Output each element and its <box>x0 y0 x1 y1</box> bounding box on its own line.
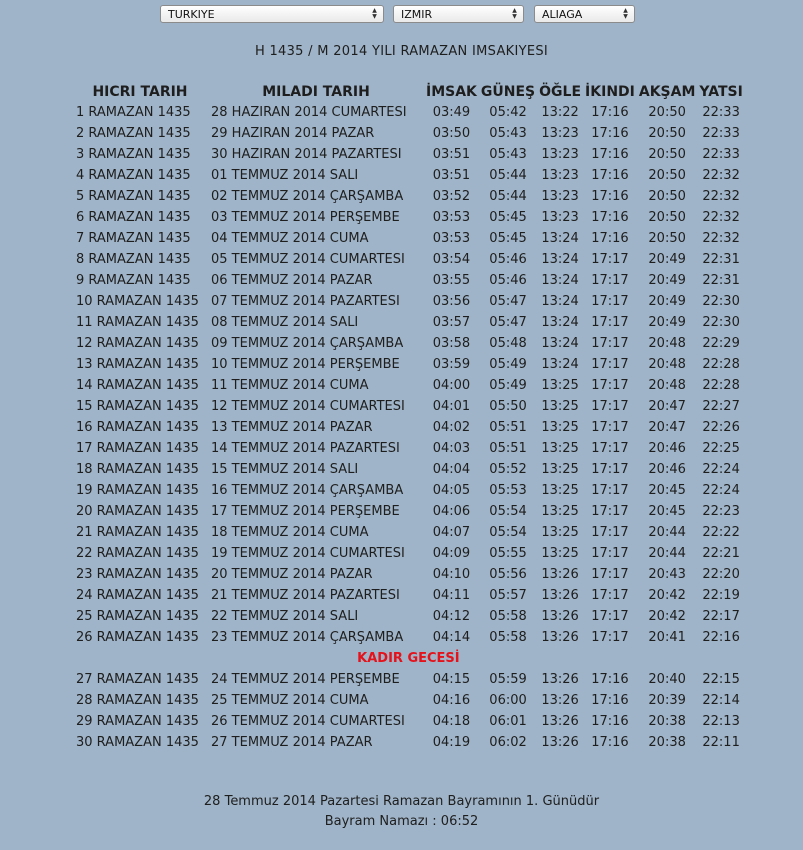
cell-gunes: 05:46 <box>489 273 527 288</box>
cell-gunes: 05:51 <box>489 420 527 435</box>
cell-gunes: 05:51 <box>489 441 527 456</box>
cell-yatsi: 22:11 <box>702 735 740 750</box>
cell-miladi: 17 TEMMUZ 2014 PERŞEMBE <box>211 504 400 519</box>
cell-imsak: 03:50 <box>432 126 471 141</box>
table-body <box>72 102 745 753</box>
cell-ikindi: 17:17 <box>591 630 629 645</box>
cell-ikindi: 17:16 <box>591 735 629 750</box>
cell-imsak: 03:57 <box>432 315 471 330</box>
cell-miladi: 28 HAZIRAN 2014 CUMARTESI <box>211 105 407 120</box>
cell-hicri: 21 RAMAZAN 1435 <box>76 525 199 540</box>
cell-aksam: 20:50 <box>648 126 686 141</box>
cell-ogle: 13:25 <box>541 441 579 456</box>
header-miladi: MILADI TARIH <box>262 83 370 100</box>
cell-ogle: 13:23 <box>541 189 579 204</box>
cell-ogle: 13:26 <box>541 693 579 708</box>
cell-imsak: 03:51 <box>432 147 471 162</box>
cell-miladi: 10 TEMMUZ 2014 PERŞEMBE <box>211 357 400 372</box>
cell-yatsi: 22:24 <box>702 462 740 477</box>
cell-ikindi: 17:17 <box>591 525 629 540</box>
cell-gunes: 06:00 <box>489 693 527 708</box>
cell-yatsi: 22:22 <box>702 525 740 540</box>
cell-aksam: 20:46 <box>648 462 686 477</box>
table-row <box>72 501 745 522</box>
table-row <box>72 585 745 606</box>
cell-aksam: 20:49 <box>648 294 686 309</box>
cell-hicri: 29 RAMAZAN 1435 <box>76 714 199 729</box>
cell-yatsi: 22:19 <box>702 588 740 603</box>
cell-ogle: 13:24 <box>541 273 579 288</box>
cell-aksam: 20:50 <box>648 189 686 204</box>
table-row <box>72 543 745 564</box>
table-row <box>72 207 745 228</box>
cell-ikindi: 17:16 <box>591 168 629 183</box>
cell-imsak: 03:58 <box>432 336 471 351</box>
cell-imsak: 03:55 <box>432 273 471 288</box>
cell-ikindi: 17:17 <box>591 399 629 414</box>
cell-ikindi: 17:17 <box>591 420 629 435</box>
cell-yatsi: 22:32 <box>702 189 740 204</box>
cell-ogle: 13:25 <box>541 420 579 435</box>
cell-imsak: 04:15 <box>432 672 471 687</box>
cell-ikindi: 17:17 <box>591 252 629 267</box>
cell-gunes: 05:52 <box>489 462 527 477</box>
cell-ogle: 13:25 <box>541 378 579 393</box>
cell-yatsi: 22:26 <box>702 420 740 435</box>
cell-yatsi: 22:30 <box>702 315 740 330</box>
cell-ogle: 13:25 <box>541 483 579 498</box>
cell-ikindi: 17:16 <box>591 672 629 687</box>
cell-aksam: 20:44 <box>648 525 686 540</box>
table-row <box>72 123 745 144</box>
cell-miladi: 15 TEMMUZ 2014 SALI <box>211 462 359 477</box>
cell-gunes: 05:54 <box>489 504 527 519</box>
cell-ogle: 13:24 <box>541 231 579 246</box>
cell-gunes: 05:45 <box>489 231 527 246</box>
cell-aksam: 20:50 <box>648 147 686 162</box>
kadir-gecesi-row <box>72 648 745 669</box>
table-row <box>72 102 745 123</box>
cell-ikindi: 17:17 <box>591 504 629 519</box>
cell-gunes: 05:49 <box>489 357 527 372</box>
cell-miladi: 26 TEMMUZ 2014 CUMARTESI <box>211 714 405 729</box>
cell-ikindi: 17:16 <box>591 210 629 225</box>
cell-yatsi: 22:28 <box>702 357 740 372</box>
cell-yatsi: 22:24 <box>702 483 740 498</box>
cell-aksam: 20:43 <box>648 567 686 582</box>
cell-ogle: 13:23 <box>541 126 579 141</box>
cell-hicri: 13 RAMAZAN 1435 <box>76 357 199 372</box>
cell-gunes: 06:01 <box>489 714 527 729</box>
cell-ikindi: 17:17 <box>591 294 629 309</box>
header-ogle: ÖĞLE <box>539 83 582 100</box>
cell-ikindi: 17:16 <box>591 105 629 120</box>
select-arrows-icon: ▲ ▼ <box>372 7 377 20</box>
cell-hicri: 1 RAMAZAN 1435 <box>76 105 191 120</box>
cell-miladi: 25 TEMMUZ 2014 CUMA <box>211 693 369 708</box>
location-selectors <box>0 5 803 25</box>
footer-note <box>0 792 803 832</box>
header-gunes: GÜNEŞ <box>480 83 536 100</box>
header-hicri: HICRI TARIH <box>92 83 188 100</box>
header-aksam: AKŞAM <box>638 83 696 100</box>
cell-hicri: 20 RAMAZAN 1435 <box>76 504 199 519</box>
cell-miladi: 18 TEMMUZ 2014 CUMA <box>211 525 369 540</box>
cell-hicri: 30 RAMAZAN 1435 <box>76 735 199 750</box>
cell-gunes: 05:43 <box>489 126 527 141</box>
cell-hicri: 10 RAMAZAN 1435 <box>76 294 199 309</box>
cell-aksam: 20:39 <box>648 693 686 708</box>
cell-gunes: 05:43 <box>489 147 527 162</box>
cell-hicri: 27 RAMAZAN 1435 <box>76 672 199 687</box>
cell-hicri: 18 RAMAZAN 1435 <box>76 462 199 477</box>
cell-ikindi: 17:17 <box>591 357 629 372</box>
cell-ogle: 13:23 <box>541 210 579 225</box>
cell-ikindi: 17:17 <box>591 588 629 603</box>
table-row <box>72 711 745 732</box>
cell-imsak: 03:59 <box>432 357 471 372</box>
cell-aksam: 20:50 <box>648 168 686 183</box>
cell-aksam: 20:50 <box>648 231 686 246</box>
cell-miladi: 13 TEMMUZ 2014 PAZAR <box>211 420 373 435</box>
cell-yatsi: 22:33 <box>702 147 740 162</box>
cell-aksam: 20:49 <box>648 252 686 267</box>
table-row <box>72 375 745 396</box>
cell-miladi: 02 TEMMUZ 2014 ÇARŞAMBA <box>211 189 404 204</box>
cell-aksam: 20:47 <box>648 399 686 414</box>
city-select[interactable] <box>393 5 524 23</box>
cell-miladi: 01 TEMMUZ 2014 SALI <box>211 168 359 183</box>
cell-imsak: 04:03 <box>432 441 471 456</box>
cell-yatsi: 22:31 <box>702 273 740 288</box>
cell-ogle: 13:26 <box>541 735 579 750</box>
cell-miladi: 30 HAZIRAN 2014 PAZARTESI <box>211 147 402 162</box>
cell-imsak: 03:54 <box>432 252 471 267</box>
cell-aksam: 20:40 <box>648 672 686 687</box>
cell-yatsi: 22:32 <box>702 231 740 246</box>
cell-yatsi: 22:29 <box>702 336 740 351</box>
cell-gunes: 05:50 <box>489 399 527 414</box>
cell-yatsi: 22:13 <box>702 714 740 729</box>
cell-imsak: 04:10 <box>432 567 471 582</box>
cell-yatsi: 22:20 <box>702 567 740 582</box>
cell-miladi: 24 TEMMUZ 2014 PERŞEMBE <box>211 672 400 687</box>
cell-ikindi: 17:16 <box>591 126 629 141</box>
cell-gunes: 05:44 <box>489 189 527 204</box>
cell-miladi: 21 TEMMUZ 2014 PAZARTESI <box>211 588 400 603</box>
table-row <box>72 438 745 459</box>
cell-ikindi: 17:17 <box>591 567 629 582</box>
cell-gunes: 05:45 <box>489 210 527 225</box>
bayram-date: 28 Temmuz 2014 Pazartesi Ramazan Bayramının 1. Günüdür <box>203 794 600 809</box>
select-arrows-icon: ▲ ▼ <box>623 7 628 20</box>
district-select[interactable] <box>534 5 635 23</box>
cell-hicri: 12 RAMAZAN 1435 <box>76 336 199 351</box>
cell-hicri: 5 RAMAZAN 1435 <box>76 189 191 204</box>
cell-ikindi: 17:17 <box>591 336 629 351</box>
cell-hicri: 6 RAMAZAN 1435 <box>76 210 191 225</box>
cell-gunes: 06:02 <box>489 735 527 750</box>
cell-hicri: 4 RAMAZAN 1435 <box>76 168 191 183</box>
cell-hicri: 3 RAMAZAN 1435 <box>76 147 191 162</box>
cell-miladi: 12 TEMMUZ 2014 CUMARTESI <box>211 399 405 414</box>
cell-ogle: 13:25 <box>541 462 579 477</box>
cell-hicri: 14 RAMAZAN 1435 <box>76 378 199 393</box>
table-row <box>72 669 745 690</box>
cell-aksam: 20:48 <box>648 336 686 351</box>
cell-imsak: 04:18 <box>432 714 471 729</box>
table-row <box>72 228 745 249</box>
cell-ogle: 13:26 <box>541 672 579 687</box>
cell-aksam: 20:48 <box>648 378 686 393</box>
cell-imsak: 04:06 <box>432 504 471 519</box>
cell-hicri: 24 RAMAZAN 1435 <box>76 588 199 603</box>
cell-aksam: 20:42 <box>648 609 686 624</box>
table-row <box>72 144 745 165</box>
cell-miladi: 27 TEMMUZ 2014 PAZAR <box>211 735 373 750</box>
table-row <box>72 417 745 438</box>
cell-ikindi: 17:16 <box>591 693 629 708</box>
cell-miladi: 22 TEMMUZ 2014 SALI <box>211 609 359 624</box>
cell-imsak: 04:11 <box>432 588 471 603</box>
cell-hicri: 16 RAMAZAN 1435 <box>76 420 199 435</box>
cell-hicri: 11 RAMAZAN 1435 <box>76 315 199 330</box>
cell-hicri: 26 RAMAZAN 1435 <box>76 630 199 645</box>
cell-miladi: 04 TEMMUZ 2014 CUMA <box>211 231 369 246</box>
cell-gunes: 05:55 <box>489 546 527 561</box>
cell-yatsi: 22:30 <box>702 294 740 309</box>
cell-gunes: 05:53 <box>489 483 527 498</box>
cell-ikindi: 17:16 <box>591 189 629 204</box>
cell-aksam: 20:50 <box>648 105 686 120</box>
cell-imsak: 04:14 <box>432 630 471 645</box>
table-row <box>72 459 745 480</box>
cell-aksam: 20:48 <box>648 357 686 372</box>
cell-imsak: 04:12 <box>432 609 471 624</box>
cell-imsak: 03:53 <box>432 231 471 246</box>
cell-imsak: 04:05 <box>432 483 471 498</box>
page-title: H 1435 / M 2014 YILI RAMAZAN IMSAKIYESI <box>254 44 549 59</box>
cell-ogle: 13:25 <box>541 399 579 414</box>
cell-aksam: 20:45 <box>648 504 686 519</box>
cell-aksam: 20:50 <box>648 210 686 225</box>
cell-miladi: 20 TEMMUZ 2014 PAZAR <box>211 567 373 582</box>
table-row <box>72 291 745 312</box>
cell-imsak: 03:53 <box>432 210 471 225</box>
cell-yatsi: 22:33 <box>702 105 740 120</box>
cell-ogle: 13:24 <box>541 294 579 309</box>
cell-ikindi: 17:17 <box>591 609 629 624</box>
cell-miladi: 05 TEMMUZ 2014 CUMARTESI <box>211 252 405 267</box>
cell-hicri: 23 RAMAZAN 1435 <box>76 567 199 582</box>
cell-ogle: 13:26 <box>541 609 579 624</box>
city-select-value: IZMIR <box>401 8 433 21</box>
table-row <box>72 312 745 333</box>
cell-imsak: 04:09 <box>432 546 471 561</box>
cell-ogle: 13:23 <box>541 168 579 183</box>
cell-yatsi: 22:25 <box>702 441 740 456</box>
cell-miladi: 07 TEMMUZ 2014 PAZARTESI <box>211 294 400 309</box>
table-row <box>72 522 745 543</box>
table-row <box>72 690 745 711</box>
cell-miladi: 19 TEMMUZ 2014 CUMARTESI <box>211 546 405 561</box>
cell-gunes: 05:46 <box>489 252 527 267</box>
cell-yatsi: 22:14 <box>702 693 740 708</box>
cell-hicri: 2 RAMAZAN 1435 <box>76 126 191 141</box>
cell-hicri: 7 RAMAZAN 1435 <box>76 231 191 246</box>
cell-aksam: 20:46 <box>648 441 686 456</box>
cell-aksam: 20:41 <box>648 630 686 645</box>
cell-aksam: 20:38 <box>648 714 686 729</box>
cell-gunes: 05:47 <box>489 315 527 330</box>
cell-yatsi: 22:32 <box>702 210 740 225</box>
cell-miladi: 06 TEMMUZ 2014 PAZAR <box>211 273 373 288</box>
cell-imsak: 04:07 <box>432 525 471 540</box>
cell-yatsi: 22:21 <box>702 546 740 561</box>
cell-ogle: 13:24 <box>541 357 579 372</box>
bayram-namazi: Bayram Namazı : 06:52 <box>324 814 479 829</box>
table-row <box>72 396 745 417</box>
cell-ogle: 13:25 <box>541 546 579 561</box>
cell-yatsi: 22:28 <box>702 378 740 393</box>
cell-hicri: 9 RAMAZAN 1435 <box>76 273 191 288</box>
table-row <box>72 606 745 627</box>
cell-aksam: 20:49 <box>648 273 686 288</box>
cell-imsak: 04:04 <box>432 462 471 477</box>
cell-ikindi: 17:17 <box>591 378 629 393</box>
cell-imsak: 04:01 <box>432 399 471 414</box>
cell-ikindi: 17:17 <box>591 483 629 498</box>
cell-imsak: 04:16 <box>432 693 471 708</box>
cell-gunes: 05:44 <box>489 168 527 183</box>
table-row <box>72 732 745 753</box>
cell-imsak: 03:52 <box>432 189 471 204</box>
cell-ikindi: 17:17 <box>591 273 629 288</box>
table-row <box>72 480 745 501</box>
cell-aksam: 20:38 <box>648 735 686 750</box>
cell-imsak: 04:00 <box>432 378 471 393</box>
country-select-value: TURKIYE <box>168 8 215 21</box>
cell-ikindi: 17:17 <box>591 441 629 456</box>
country-select[interactable] <box>160 5 384 23</box>
cell-gunes: 05:54 <box>489 525 527 540</box>
imsakiye-table <box>72 81 745 753</box>
cell-imsak: 04:19 <box>432 735 471 750</box>
cell-ogle: 13:26 <box>541 588 579 603</box>
cell-gunes: 05:57 <box>489 588 527 603</box>
cell-ogle: 13:26 <box>541 630 579 645</box>
cell-miladi: 29 HAZIRAN 2014 PAZAR <box>211 126 375 141</box>
cell-gunes: 05:58 <box>489 609 527 624</box>
cell-miladi: 08 TEMMUZ 2014 SALI <box>211 315 359 330</box>
cell-ogle: 13:24 <box>541 252 579 267</box>
cell-gunes: 05:42 <box>489 105 527 120</box>
table-row <box>72 165 745 186</box>
cell-aksam: 20:45 <box>648 483 686 498</box>
cell-imsak: 03:49 <box>432 105 471 120</box>
cell-yatsi: 22:32 <box>702 168 740 183</box>
cell-ikindi: 17:17 <box>591 546 629 561</box>
header-yatsi: YATSI <box>699 83 743 100</box>
cell-gunes: 05:47 <box>489 294 527 309</box>
district-select-value: ALIAGA <box>542 8 583 21</box>
cell-hicri: 25 RAMAZAN 1435 <box>76 609 199 624</box>
cell-ikindi: 17:16 <box>591 147 629 162</box>
header-imsak: İMSAK <box>426 83 477 100</box>
cell-aksam: 20:42 <box>648 588 686 603</box>
table-row <box>72 249 745 270</box>
cell-ikindi: 17:16 <box>591 714 629 729</box>
cell-yatsi: 22:17 <box>702 609 740 624</box>
cell-yatsi: 22:27 <box>702 399 740 414</box>
cell-ogle: 13:22 <box>541 105 579 120</box>
table-row <box>72 333 745 354</box>
cell-ogle: 13:25 <box>541 525 579 540</box>
cell-gunes: 05:48 <box>489 336 527 351</box>
cell-hicri: 15 RAMAZAN 1435 <box>76 399 199 414</box>
table-row <box>72 270 745 291</box>
table-row <box>72 627 745 648</box>
cell-miladi: 16 TEMMUZ 2014 ÇARŞAMBA <box>211 483 404 498</box>
cell-yatsi: 22:33 <box>702 126 740 141</box>
kadir-gecesi-label: KADIR GECESİ <box>357 651 460 666</box>
cell-yatsi: 22:31 <box>702 252 740 267</box>
table-header-row <box>72 81 745 102</box>
cell-miladi: 03 TEMMUZ 2014 PERŞEMBE <box>211 210 400 225</box>
cell-yatsi: 22:16 <box>702 630 740 645</box>
cell-ogle: 13:24 <box>541 315 579 330</box>
cell-ogle: 13:23 <box>541 147 579 162</box>
cell-aksam: 20:44 <box>648 546 686 561</box>
cell-gunes: 05:59 <box>489 672 527 687</box>
cell-ikindi: 17:17 <box>591 315 629 330</box>
cell-ogle: 13:24 <box>541 336 579 351</box>
cell-ogle: 13:26 <box>541 567 579 582</box>
cell-ikindi: 17:16 <box>591 231 629 246</box>
select-arrows-icon: ▲ ▼ <box>512 7 517 20</box>
cell-imsak: 04:02 <box>432 420 471 435</box>
cell-hicri: 8 RAMAZAN 1435 <box>76 252 191 267</box>
cell-miladi: 14 TEMMUZ 2014 PAZARTESI <box>211 441 400 456</box>
cell-imsak: 03:56 <box>432 294 471 309</box>
cell-ogle: 13:25 <box>541 504 579 519</box>
cell-gunes: 05:49 <box>489 378 527 393</box>
cell-gunes: 05:56 <box>489 567 527 582</box>
cell-yatsi: 22:15 <box>702 672 740 687</box>
cell-gunes: 05:58 <box>489 630 527 645</box>
table-row <box>72 354 745 375</box>
cell-ogle: 13:26 <box>541 714 579 729</box>
cell-aksam: 20:49 <box>648 315 686 330</box>
header-ikindi: İKINDI <box>585 83 635 100</box>
table-row <box>72 564 745 585</box>
cell-ikindi: 17:17 <box>591 462 629 477</box>
cell-hicri: 19 RAMAZAN 1435 <box>76 483 199 498</box>
cell-miladi: 11 TEMMUZ 2014 CUMA <box>211 378 369 393</box>
cell-yatsi: 22:23 <box>702 504 740 519</box>
cell-miladi: 23 TEMMUZ 2014 ÇARŞAMBA <box>211 630 404 645</box>
table-row <box>72 186 745 207</box>
cell-hicri: 28 RAMAZAN 1435 <box>76 693 199 708</box>
cell-imsak: 03:51 <box>432 168 471 183</box>
cell-hicri: 17 RAMAZAN 1435 <box>76 441 199 456</box>
cell-hicri: 22 RAMAZAN 1435 <box>76 546 199 561</box>
cell-miladi: 09 TEMMUZ 2014 ÇARŞAMBA <box>211 336 404 351</box>
cell-aksam: 20:47 <box>648 420 686 435</box>
